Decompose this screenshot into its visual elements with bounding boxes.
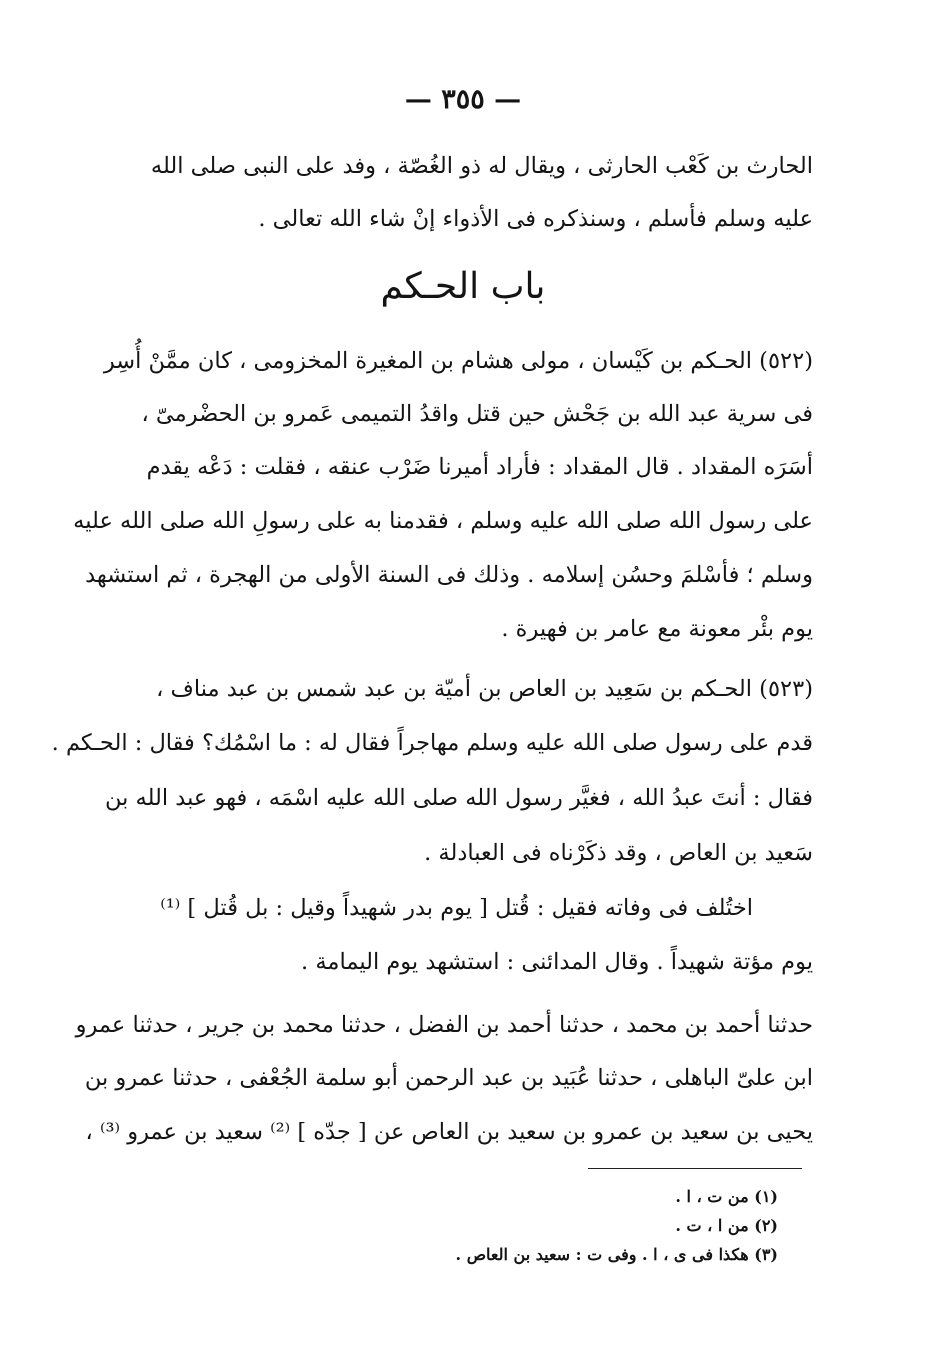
entry-line: على رسول الله صلى الله عليه وسلم ، فقدمنا به على رسولِ الله صلى الله عليه — [73, 508, 813, 534]
paragraph-line: يوم مؤتة شهيداً . وقال المدائنى : استشهد يوم اليمامة . — [301, 949, 813, 975]
footnote-3: (٣) هكذا فى ى ، ا . وفى ت : سعيد بن العاص . — [455, 1245, 778, 1264]
paragraph-line: يحيى بن سعيد بن عمرو بن سعيد بن العاص عن [ جدّه ] ⁽²⁾ سعيد بن عمرو ⁽³⁾ ، — [85, 1119, 813, 1145]
entry-line: سَعيد بن العاص ، وقد ذكَرْناه فى العبادلة . — [424, 840, 813, 866]
entry-line: أسَرَه المقداد . قال المقداد : فأراد أميرنا ضَرْب عنقه ، فقلت : دَعْه يقدم — [146, 454, 813, 480]
chapter-heading: باب الحـكم — [380, 266, 546, 307]
footnote-1: (١) من ت ، ا . — [675, 1187, 778, 1206]
intro-line: الحارث بن كَعْب الحارثى ، ويقال له ذو الغُصّة ، وفد على النبى صلى الله — [150, 153, 813, 179]
paragraph-line: حدثنا أحمد بن محمد ، حدثنا أحمد بن الفضل ، حدثنا محمد بن جرير ، حدثنا عمرو — [75, 1012, 813, 1038]
entry-line: (٥٢٢) الحـكم بن كَيْسان ، مولى هشام بن المغيرة المخزومى ، كان ممَّنْ أُسِر — [103, 348, 813, 374]
intro-line: عليه وسلم فأسلم ، وسنذكره فى الأذواء إنْ شاء الله تعالى . — [258, 206, 813, 232]
footnote-separator — [588, 1168, 802, 1169]
entry-line: قدم على رسول صلى الله عليه وسلم مهاجراً فقال له : ما اسْمُك؟ فقال : الحـكم . — [51, 730, 813, 756]
entry-line: فقال : أنتَ عبدُ الله ، فغيَّر رسول الله صلى الله عليه اسْمَه ، فهو عبد الله بن — [104, 785, 813, 811]
entry-line: وسلم ؛ فأسْلمَ وحسُن إسلامه . وذلك فى السنة الأولى من الهجرة ، ثم استشهد — [85, 562, 813, 588]
paragraph-line: اختُلف فى وفاته فقيل : قُتل [ يوم بدر شهيداً وقيل : بل قُتل ] ⁽¹⁾ — [160, 895, 753, 921]
entry-line: فى سرية عبد الله بن جَحْش حين قتل واقدُ التميمى عَمرو بن الحضْرمىّ ، — [141, 401, 813, 427]
entry-line: (٥٢٣) الحـكم بن سَعِيد بن العاص بن أميّة بن عبد شمس بن عبد مناف ، — [156, 676, 813, 702]
paragraph-line: ابن علىّ الباهلى ، حدثنا عُبَيد بن عبد الرحمن أبو سلمة الجُعْفى ، حدثنا عمرو بن — [84, 1065, 813, 1091]
footnote-2: (٢) من ا ، ت . — [675, 1216, 778, 1235]
page-number: — ٣٥٥ — — [404, 84, 522, 115]
entry-line: يوم بئْر معونة مع عامر بن فهيرة . — [501, 616, 813, 642]
